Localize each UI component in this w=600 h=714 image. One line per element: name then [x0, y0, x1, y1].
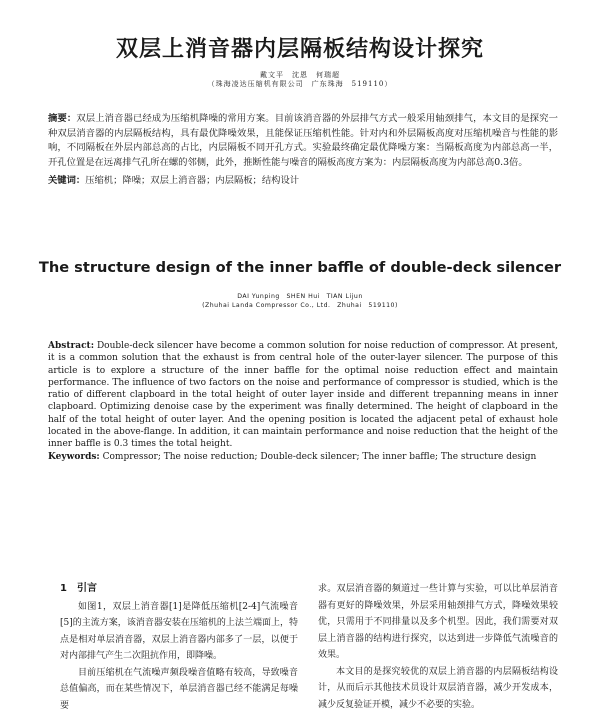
chinese-affiliation: （珠海凌达压缩机有限公司 广东珠海 519110） [0, 79, 600, 89]
body-paragraph: 求。双层消音器的频道过一些计算与实验，可以比单层消音器有更好的降噪效果，外层采用轴颈排气方式，降噪效果较优，只需用于不同排量以及多个机型。因此，我们需要对双层上消音器的结构进行探究，以达到进一步降低气流噪音的效果。 [318, 581, 558, 664]
english-keywords-label: Keywords: [48, 452, 100, 462]
english-abstract-text: Double-deck silencer have become a common solution for noise reduction of compressor. At present, it is a common solution that the exhaust is from central hole of the outer-layer silencer. The purpose of this article is to explore a structure of the inner baffle for the optimal noise reduction effect and maintain performance. The influence of two factors on the noise and performance of compressor is studied, which is the ratio of different clapboard in the total height of outer layer inside and different trepanning means in inner clapboard. Optimizing denoise case by the experiment was finally determined. The height of clapboard in the half of the total height of outer layer. And the opening position is located the adjacent petal of exhaust hole located in the above-flange. In addition, it can maintain performance and noise reduction that the height of the inner baffle is 0.3 times the total height. [48, 341, 558, 449]
english-title: The structure design of the inner baffle of double-deck silencer [0, 259, 600, 276]
chinese-title: 双层上消音器内层隔板结构设计探究 [0, 32, 600, 63]
english-authors: DAI Yunping SHEN Hui TIAN Lijun [0, 291, 600, 300]
chinese-authors: 戴文平 沈恩 何瑞超 [0, 70, 600, 80]
english-keywords-text: Compressor; The noise reduction; Double-deck silencer; The inner baffle; The structure design [100, 452, 537, 462]
chinese-abstract-text: 双层上消音器已经成为压缩机降噪的常用方案。目前该消音器的外层排气方式一般采用轴颈排气，本文目的是探究一种双层消音器的内层隔板结构，具有最优降噪效果，且能保证压缩机性能。针对内和外层隔板高度对压缩机噪音与性能的影响，不同隔板在外层内部总高的占比，内层隔板不同开孔方式。实验最终确定最优降噪方案：当隔板高度为内部总高一半，开孔位置是在远离排气孔所在螺的邻侧，此外，推断性能与噪音的隔板高度方案为：内层隔板高度为内部总高0.3倍。 [48, 113, 558, 168]
chinese-abstract-label: 摘要： [48, 113, 76, 124]
chinese-keywords-text: 压缩机；降噪；双层上消音器；内层隔板；结构设计 [85, 175, 299, 186]
section-heading-introduction: 1 引言 [60, 581, 298, 598]
english-affiliation: (Zhuhai Landa Compressor Co., Ltd. Zhuhai 519110) [0, 300, 600, 309]
english-abstract-label: Abstract: [48, 341, 94, 351]
body-column-right [318, 581, 558, 713]
body-paragraph: 如图1，双层上消音器[1]是降低压缩机[2-4]气流噪音[5]的主流方案，该消音器安装在压缩机的上法兰端面上，特点是相对单层消音器，双层上消音器内部多了一层，以便于对内部排气产生二次阻抗作用，即降噪。 [60, 599, 298, 665]
chinese-keywords-label: 关键词： [48, 175, 85, 186]
body-paragraph: 本文目的是探究较优的双层上消音器的内层隔板结构设计，从而后示其他技术员设计双层消音器，减少开发成本，减少反复验证开模，减少不必要的实验。 [318, 664, 558, 714]
body-column-left [60, 581, 298, 714]
body-paragraph: 目前压缩机在气流噪声频段噪音值略有较高，导致噪音总值偏高，而在某些情况下，单层消音器已经不能满足每噪要 [60, 665, 298, 714]
chinese-abstract [48, 112, 558, 170]
chinese-keywords [48, 174, 558, 187]
english-abstract [48, 340, 558, 463]
